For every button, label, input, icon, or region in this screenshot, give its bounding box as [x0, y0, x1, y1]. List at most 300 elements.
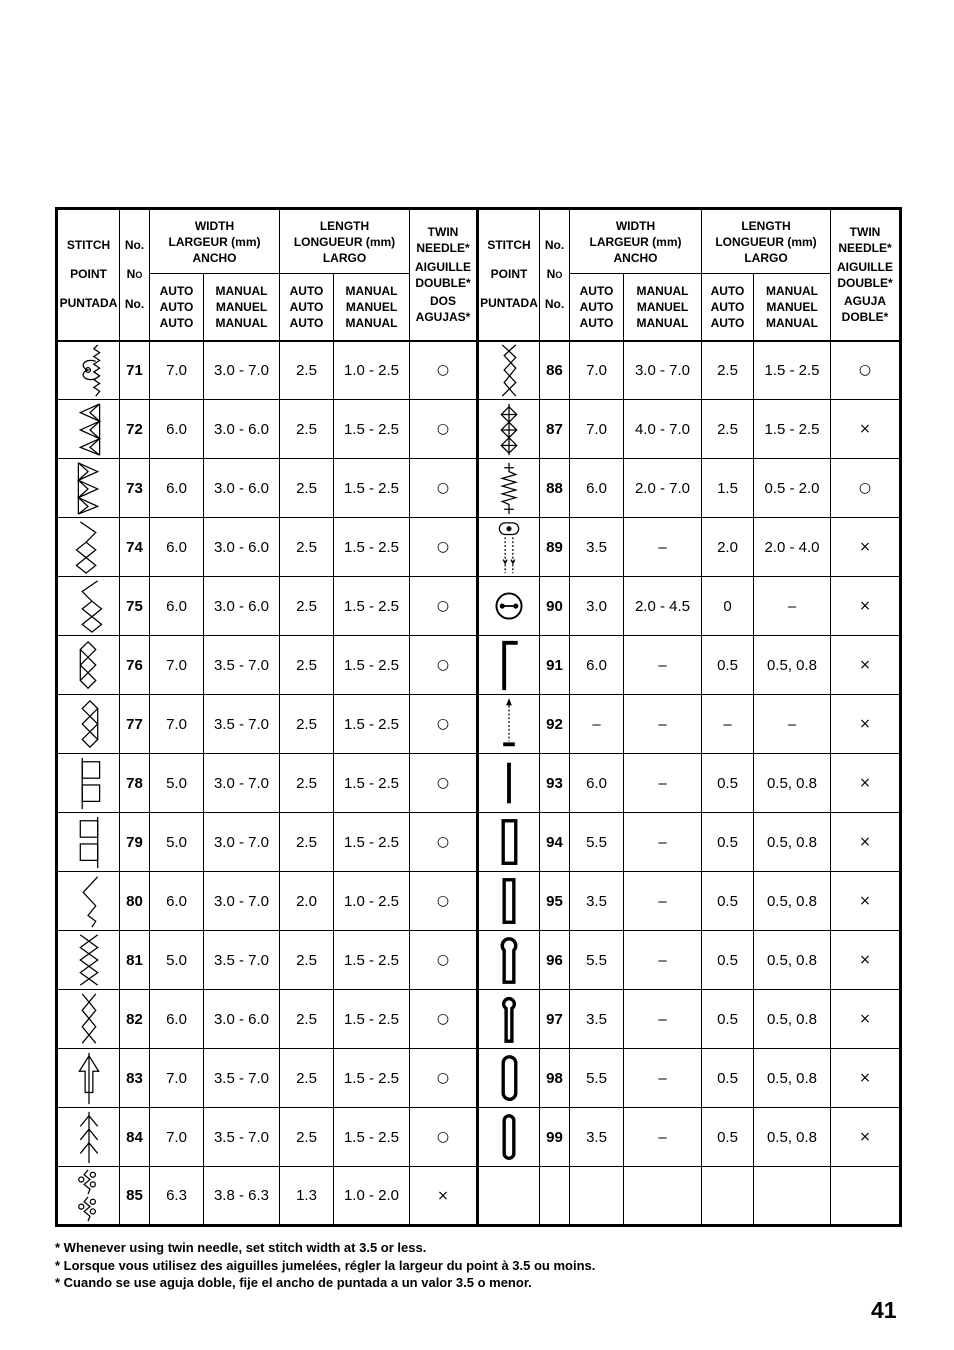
- length-manual-value: 1.5 - 2.5: [334, 459, 410, 518]
- twin-needle-mark: ○: [410, 636, 478, 695]
- width-auto-value: 3.0: [570, 577, 624, 636]
- stitch-number: 97: [540, 990, 570, 1049]
- header-no-fr: NO: [546, 266, 563, 281]
- stitch-75-icon: [58, 578, 119, 635]
- width-manual-value: 3.0 - 7.0: [624, 341, 702, 400]
- length-auto-value: 2.5: [280, 813, 334, 872]
- length-manual-value: 0.5, 0.8: [754, 813, 831, 872]
- header-auto-es: AUTO: [579, 315, 614, 330]
- length-auto-value: 2.0: [280, 872, 334, 931]
- header-manual-es: MANUAL: [345, 315, 398, 330]
- header-no-en: No.: [544, 237, 565, 252]
- length-manual-value: 1.5 - 2.5: [754, 341, 831, 400]
- table-row: [57, 695, 901, 754]
- twin-needle-mark: ○: [410, 754, 478, 813]
- width-auto-value: 6.0: [150, 459, 204, 518]
- stitch-96-icon: [479, 932, 539, 989]
- width-manual-value: 2.0 - 7.0: [624, 459, 702, 518]
- length-auto-value: 2.5: [280, 931, 334, 990]
- length-auto-value: 0.5: [702, 931, 754, 990]
- length-auto-value: 1.5: [702, 459, 754, 518]
- empty-cell: [570, 1167, 624, 1226]
- length-manual-header-right: [754, 274, 831, 341]
- width-auto-value: 5.5: [570, 813, 624, 872]
- twin-needle-mark: ○: [410, 872, 478, 931]
- width-auto-value: 7.0: [150, 636, 204, 695]
- header-length-en: LENGTH: [319, 218, 370, 233]
- twin-needle-mark: ×: [831, 636, 901, 695]
- stitch-97-icon: [479, 991, 539, 1048]
- header-auto-en: AUTO: [159, 283, 194, 298]
- twin-needle-mark: ×: [831, 518, 901, 577]
- stitch-number: 72: [120, 400, 150, 459]
- header-width-es: ANCHO: [613, 250, 658, 265]
- length-manual-value: 0.5, 0.8: [754, 872, 831, 931]
- width-manual-value: 4.0 - 7.0: [624, 400, 702, 459]
- header-no-es: No.: [544, 296, 565, 311]
- stitch-71-icon: [58, 342, 119, 399]
- twin-needle-mark: ○: [410, 813, 478, 872]
- stitch-number: 83: [120, 1049, 150, 1108]
- width-manual-value: 3.0 - 7.0: [204, 341, 280, 400]
- stitch-92-icon: [479, 696, 539, 753]
- header-twin-line: AIGUILLE: [415, 259, 471, 274]
- stitch-number: 79: [120, 813, 150, 872]
- header-no-es: No.: [124, 296, 145, 311]
- stitch-number: 96: [540, 931, 570, 990]
- stitch-icon-cell: [478, 872, 540, 931]
- length-manual-value: 0.5, 0.8: [754, 1049, 831, 1108]
- length-manual-value: 1.5 - 2.5: [334, 813, 410, 872]
- stitch-80-icon: [58, 873, 119, 930]
- header-auto-es: AUTO: [289, 315, 324, 330]
- table-row: [57, 400, 901, 459]
- twin-needle-mark: ○: [410, 1108, 478, 1167]
- stitch-icon-cell: [478, 1108, 540, 1167]
- header-manual-es: MANUAL: [215, 315, 268, 330]
- stitch-98-icon: [479, 1050, 539, 1107]
- stitch-icon-cell: [57, 1108, 120, 1167]
- width-auto-value: 6.0: [150, 400, 204, 459]
- header-length-en: LENGTH: [741, 218, 791, 233]
- width-auto-value: 6.0: [150, 872, 204, 931]
- width-auto-value: 5.0: [150, 813, 204, 872]
- table-row: [57, 636, 901, 695]
- header-width-en: WIDTH: [615, 218, 656, 233]
- twin-needle-mark: ×: [831, 1108, 901, 1167]
- twin-needle-mark: ○: [410, 931, 478, 990]
- table-row: [57, 990, 901, 1049]
- stitch-icon-cell: [57, 754, 120, 813]
- stitch-79-icon: [58, 814, 119, 871]
- length-auto-value: 2.5: [280, 577, 334, 636]
- header-stitch-en: STITCH: [66, 238, 111, 253]
- page-number: 41: [871, 1297, 897, 1323]
- stitch-number: 80: [120, 872, 150, 931]
- width-auto-value: 7.0: [150, 1049, 204, 1108]
- length-manual-value: 1.5 - 2.5: [334, 400, 410, 459]
- header-twin-line: DOS: [429, 294, 456, 309]
- table-row: [57, 1167, 901, 1226]
- twin-needle-mark: ○: [410, 990, 478, 1049]
- length-auto-value: 0.5: [702, 872, 754, 931]
- stitch-91-icon: [479, 637, 539, 694]
- stitch-76-icon: [58, 637, 119, 694]
- width-manual-value: 3.5 - 7.0: [204, 695, 280, 754]
- twin-needle-column-header-right: [831, 209, 901, 341]
- twin-needle-mark: ○: [410, 1049, 478, 1108]
- twin-needle-mark: ×: [831, 695, 901, 754]
- length-manual-value: –: [754, 577, 831, 636]
- width-manual-value: –: [624, 813, 702, 872]
- width-auto-value: 6.0: [570, 754, 624, 813]
- stitch-icon-cell: [57, 695, 120, 754]
- header-length-fr: LONGUEUR (mm): [293, 234, 396, 249]
- header-width-es: ANCHO: [192, 250, 237, 265]
- width-auto-header-right: [570, 274, 624, 341]
- stitch-78-icon: [58, 755, 119, 812]
- length-auto-value: 2.5: [702, 341, 754, 400]
- stitch-icon-cell: [478, 813, 540, 872]
- length-manual-value: 0.5, 0.8: [754, 1108, 831, 1167]
- empty-cell: [478, 1167, 540, 1226]
- length-auto-header-right: [702, 274, 754, 341]
- width-auto-header: [150, 274, 204, 341]
- twin-needle-mark: ×: [831, 754, 901, 813]
- width-manual-value: 3.0 - 6.0: [204, 518, 280, 577]
- header-twin-line: NEEDLE*: [838, 241, 892, 256]
- twin-needle-mark: ○: [831, 341, 901, 400]
- length-auto-value: 0.5: [702, 1108, 754, 1167]
- length-column-header: [280, 209, 410, 274]
- stitch-number: 92: [540, 695, 570, 754]
- width-manual-value: 3.8 - 6.3: [204, 1167, 280, 1226]
- stitch-number: 75: [120, 577, 150, 636]
- length-auto-value: 0.5: [702, 990, 754, 1049]
- width-manual-value: –: [624, 1049, 702, 1108]
- header-manual-es: MANUAL: [636, 315, 689, 330]
- stitch-icon-cell: [57, 813, 120, 872]
- header-twin-line: DOUBLE*: [837, 275, 893, 290]
- empty-cell: [702, 1167, 754, 1226]
- width-column-header: [150, 209, 280, 274]
- header-manual-fr: MANUEL: [766, 299, 818, 314]
- stitch-88-icon: [479, 460, 539, 517]
- width-auto-value: 7.0: [150, 1108, 204, 1167]
- footnotes: [55, 1239, 595, 1292]
- width-manual-value: 3.5 - 7.0: [204, 1108, 280, 1167]
- width-manual-header: [204, 274, 280, 341]
- header-manual-en: MANUAL: [345, 283, 398, 298]
- table-row: [57, 341, 901, 400]
- twin-needle-mark: ○: [410, 400, 478, 459]
- stitch-icon-cell: [57, 400, 120, 459]
- stitch-icon-cell: [478, 990, 540, 1049]
- width-auto-value: 7.0: [570, 341, 624, 400]
- width-auto-value: 6.0: [570, 459, 624, 518]
- width-auto-value: 6.0: [570, 636, 624, 695]
- header-auto-en: AUTO: [579, 283, 614, 298]
- width-auto-value: 6.0: [150, 577, 204, 636]
- header-manual-fr: MANUEL: [636, 299, 689, 314]
- header-stitch-fr: POINT: [490, 267, 528, 282]
- stitch-icon-cell: [478, 931, 540, 990]
- header-auto-en: AUTO: [710, 283, 745, 298]
- stitch-94-icon: [479, 814, 539, 871]
- stitch-number: 90: [540, 577, 570, 636]
- twin-needle-mark: ○: [410, 459, 478, 518]
- header-twin-line: TWIN: [427, 225, 459, 240]
- width-auto-value: –: [570, 695, 624, 754]
- stitch-83-icon: [58, 1050, 119, 1107]
- stitch-icon-cell: [478, 341, 540, 400]
- header-manual-fr: MANUEL: [215, 299, 268, 314]
- stitch-icon-cell: [57, 341, 120, 400]
- length-manual-value: 0.5, 0.8: [754, 931, 831, 990]
- width-auto-value: 6.3: [150, 1167, 204, 1226]
- stitch-86-icon: [479, 342, 539, 399]
- twin-needle-mark: ○: [831, 459, 901, 518]
- stitch-icon-cell: [57, 577, 120, 636]
- stitch-72-icon: [58, 401, 119, 458]
- table-row: [57, 1049, 901, 1108]
- header-manual-en: MANUAL: [766, 283, 818, 298]
- stitch-number: 74: [120, 518, 150, 577]
- stitch-icon-cell: [57, 872, 120, 931]
- header-twin-line: DOBLE*: [841, 310, 889, 325]
- stitch-number: 86: [540, 341, 570, 400]
- header-length-es: LARGO: [322, 250, 367, 265]
- length-auto-value: 2.5: [280, 1108, 334, 1167]
- stitch-icon-cell: [57, 459, 120, 518]
- twin-needle-mark: ×: [831, 1049, 901, 1108]
- header-width-en: WIDTH: [194, 218, 235, 233]
- stitch-number: 94: [540, 813, 570, 872]
- stitch-90-icon: [479, 578, 539, 635]
- stitch-number: 87: [540, 400, 570, 459]
- header-twin-line: AIGUILLE: [837, 259, 893, 274]
- stitch-number: 93: [540, 754, 570, 813]
- length-manual-value: 1.5 - 2.5: [334, 695, 410, 754]
- stitch-number: 78: [120, 754, 150, 813]
- length-auto-value: 2.5: [280, 400, 334, 459]
- width-manual-value: –: [624, 931, 702, 990]
- length-auto-value: 2.5: [280, 695, 334, 754]
- stitch-column-header-right: [478, 209, 540, 341]
- length-manual-value: 1.5 - 2.5: [334, 518, 410, 577]
- stitch-number: 82: [120, 990, 150, 1049]
- length-auto-value: 0.5: [702, 754, 754, 813]
- footnote-es: * Cuando se use aguja doble, fije el ancho de puntada a un valor 3.5 o menor.: [55, 1275, 532, 1290]
- width-auto-value: 6.0: [150, 990, 204, 1049]
- width-auto-value: 5.0: [150, 754, 204, 813]
- stitch-74-icon: [58, 519, 119, 576]
- header-stitch-es: PUNTADA: [59, 296, 118, 311]
- stitch-number: 77: [120, 695, 150, 754]
- header-stitch-es: PUNTADA: [480, 296, 538, 311]
- width-column-header-right: [570, 209, 702, 274]
- length-manual-value: 1.5 - 2.5: [334, 754, 410, 813]
- length-auto-value: 2.5: [280, 990, 334, 1049]
- width-manual-value: 3.0 - 6.0: [204, 990, 280, 1049]
- stitch-85-icon: [58, 1167, 119, 1224]
- stitch-89-icon: [479, 519, 539, 576]
- width-manual-value: 3.0 - 6.0: [204, 400, 280, 459]
- stitch-number: 76: [120, 636, 150, 695]
- stitch-number: 99: [540, 1108, 570, 1167]
- stitch-icon-cell: [57, 990, 120, 1049]
- number-column-header-right: [540, 209, 570, 341]
- length-auto-value: 1.3: [280, 1167, 334, 1226]
- length-auto-value: 2.5: [280, 1049, 334, 1108]
- twin-needle-mark: ×: [831, 813, 901, 872]
- stitch-84-icon: [58, 1109, 119, 1166]
- twin-needle-mark: ×: [831, 931, 901, 990]
- length-auto-value: 0.5: [702, 1049, 754, 1108]
- width-manual-value: –: [624, 518, 702, 577]
- header-no-en: No.: [124, 237, 145, 252]
- header-auto-es: AUTO: [710, 315, 745, 330]
- length-manual-header: [334, 274, 410, 341]
- header-stitch-en: STITCH: [487, 238, 531, 253]
- stitch-icon-cell: [478, 400, 540, 459]
- stitch-number: 95: [540, 872, 570, 931]
- stitch-icon-cell: [478, 695, 540, 754]
- width-auto-value: 3.5: [570, 1108, 624, 1167]
- twin-needle-mark: ○: [410, 695, 478, 754]
- header-twin-line: AGUJAS*: [415, 310, 471, 325]
- twin-needle-column-header: [410, 209, 478, 341]
- stitch-number: 84: [120, 1108, 150, 1167]
- length-auto-value: 0.5: [702, 636, 754, 695]
- stitch-column-header: [57, 209, 120, 341]
- width-manual-value: 3.5 - 7.0: [204, 1049, 280, 1108]
- width-manual-value: 3.0 - 6.0: [204, 577, 280, 636]
- header-manual-fr: MANUEL: [345, 299, 398, 314]
- stitch-number: 88: [540, 459, 570, 518]
- length-auto-value: 0.5: [702, 813, 754, 872]
- length-manual-value: 1.5 - 2.5: [334, 636, 410, 695]
- length-manual-value: 0.5, 0.8: [754, 990, 831, 1049]
- header-manual-en: MANUAL: [215, 283, 268, 298]
- header-length-fr: LONGUEUR (mm): [715, 234, 817, 249]
- header-auto-fr: AUTO: [289, 299, 324, 314]
- width-manual-value: 3.0 - 6.0: [204, 459, 280, 518]
- width-auto-value: 7.0: [150, 341, 204, 400]
- stitch-icon-cell: [57, 1049, 120, 1108]
- width-manual-value: –: [624, 990, 702, 1049]
- header-twin-line: DOUBLE*: [415, 275, 471, 290]
- length-auto-value: 2.5: [280, 341, 334, 400]
- stitch-99-icon: [479, 1109, 539, 1166]
- header-width-fr: LARGEUR (mm): [168, 234, 261, 249]
- stitch-icon-cell: [57, 518, 120, 577]
- length-manual-value: 1.5 - 2.5: [334, 577, 410, 636]
- table-row: [57, 813, 901, 872]
- width-manual-value: –: [624, 1108, 702, 1167]
- width-manual-value: –: [624, 754, 702, 813]
- width-manual-header-right: [624, 274, 702, 341]
- table-row: [57, 754, 901, 813]
- header-auto-en: AUTO: [289, 283, 324, 298]
- stitch-chart-table: [55, 207, 902, 1227]
- stitch-number: 73: [120, 459, 150, 518]
- table-body: [57, 341, 901, 1226]
- stitch-73-icon: [58, 460, 119, 517]
- width-manual-value: 3.0 - 7.0: [204, 872, 280, 931]
- stitch-number: 81: [120, 931, 150, 990]
- header-manual-en: MANUAL: [636, 283, 689, 298]
- stitch-82-icon: [58, 991, 119, 1048]
- length-auto-value: 2.5: [280, 754, 334, 813]
- stitch-number: 89: [540, 518, 570, 577]
- width-manual-value: 3.5 - 7.0: [204, 931, 280, 990]
- header-manual-es: MANUAL: [766, 315, 818, 330]
- length-auto-value: –: [702, 695, 754, 754]
- stitch-icon-cell: [478, 754, 540, 813]
- length-manual-value: 1.0 - 2.5: [334, 341, 410, 400]
- number-column-header: [120, 209, 150, 341]
- twin-needle-mark: ×: [831, 577, 901, 636]
- header-auto-es: AUTO: [159, 315, 194, 330]
- length-manual-value: 0.5 - 2.0: [754, 459, 831, 518]
- twin-needle-mark: ○: [410, 577, 478, 636]
- empty-cell: [624, 1167, 702, 1226]
- stitch-93-icon: [479, 755, 539, 812]
- header-length-es: LARGO: [744, 250, 788, 265]
- stitch-number: 71: [120, 341, 150, 400]
- twin-needle-mark: ×: [831, 990, 901, 1049]
- header-auto-fr: AUTO: [710, 299, 745, 314]
- twin-needle-mark: ○: [410, 518, 478, 577]
- length-manual-value: 1.5 - 2.5: [754, 400, 831, 459]
- length-manual-value: 1.5 - 2.5: [334, 1049, 410, 1108]
- table-row: [57, 872, 901, 931]
- twin-needle-mark: ×: [410, 1167, 478, 1226]
- table-row: [57, 1108, 901, 1167]
- width-manual-value: –: [624, 636, 702, 695]
- footnote-en: * Whenever using twin needle, set stitch width at 3.5 or less.: [55, 1240, 427, 1255]
- stitch-number: 85: [120, 1167, 150, 1226]
- length-manual-value: 1.0 - 2.5: [334, 872, 410, 931]
- stitch-81-icon: [58, 932, 119, 989]
- length-auto-value: 2.5: [280, 518, 334, 577]
- length-auto-value: 2.5: [280, 459, 334, 518]
- width-auto-value: 5.0: [150, 931, 204, 990]
- header-no-fr: NO: [126, 266, 143, 281]
- length-manual-value: 0.5, 0.8: [754, 754, 831, 813]
- length-manual-value: 1.5 - 2.5: [334, 1108, 410, 1167]
- length-manual-value: 1.5 - 2.5: [334, 931, 410, 990]
- header-twin-line: TWIN: [849, 225, 881, 240]
- length-auto-value: 2.5: [280, 636, 334, 695]
- header-stitch-fr: POINT: [70, 267, 107, 282]
- length-manual-value: 0.5, 0.8: [754, 636, 831, 695]
- width-auto-value: 5.5: [570, 1049, 624, 1108]
- footnote-fr: * Lorsque vous utilisez des aiguilles jumelées, régler la largeur du point à 3.5 ou moins.: [55, 1257, 596, 1273]
- width-manual-value: 2.0 - 4.5: [624, 577, 702, 636]
- length-auto-header: [280, 274, 334, 341]
- stitch-number: 98: [540, 1049, 570, 1108]
- empty-cell: [540, 1167, 570, 1226]
- width-manual-value: 3.5 - 7.0: [204, 636, 280, 695]
- length-manual-value: 2.0 - 4.0: [754, 518, 831, 577]
- width-auto-value: 6.0: [150, 518, 204, 577]
- stitch-icon-cell: [478, 1049, 540, 1108]
- header-twin-line: AGUJA: [843, 294, 886, 309]
- stitch-icon-cell: [478, 577, 540, 636]
- header-twin-line: NEEDLE*: [416, 241, 470, 256]
